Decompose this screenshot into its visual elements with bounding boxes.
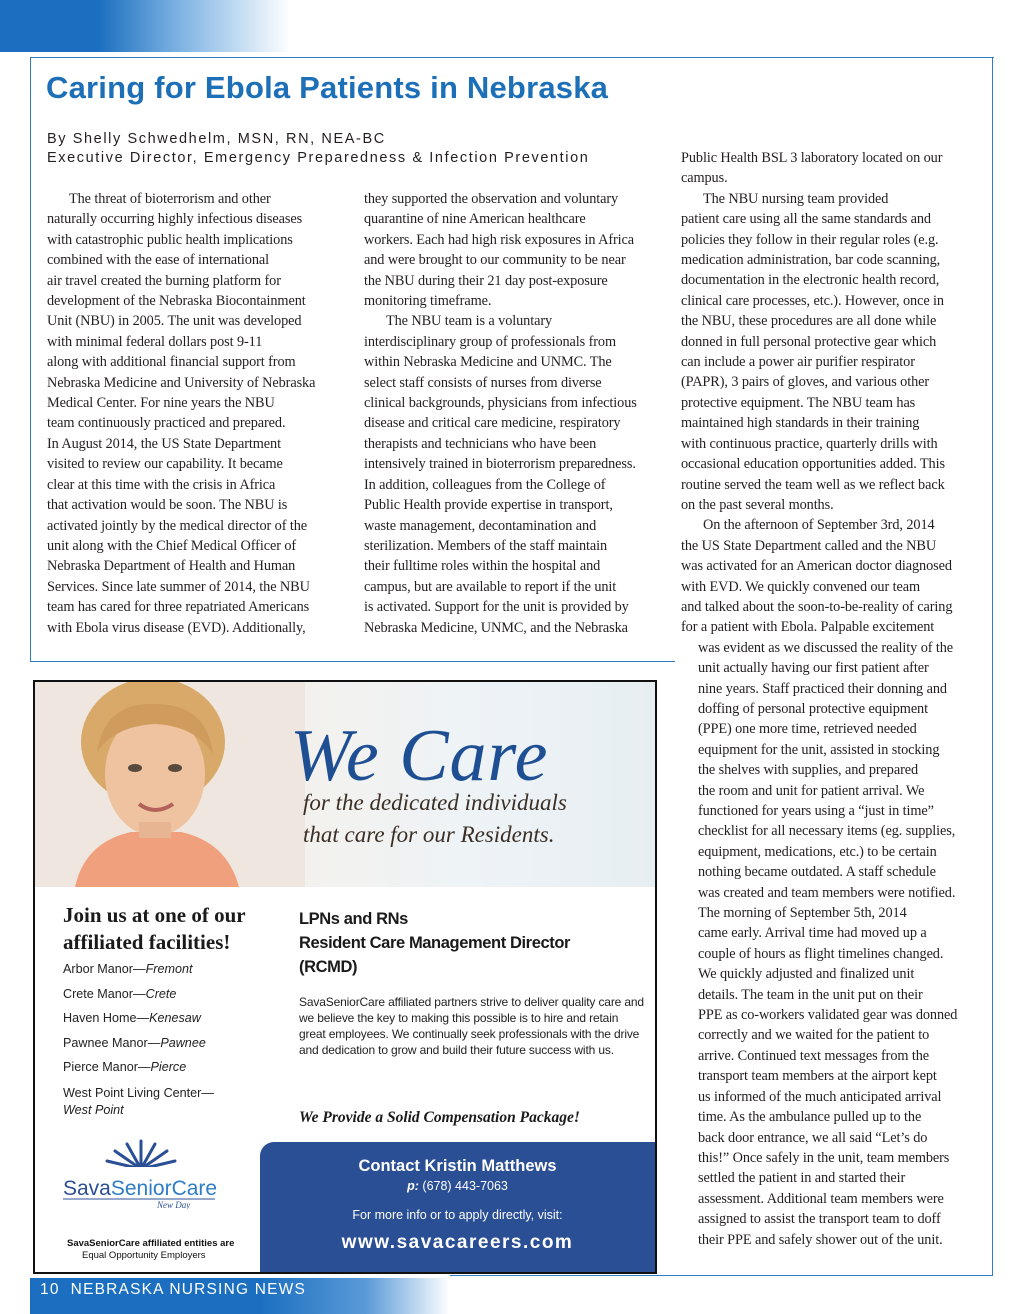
text-line: can include a power air purifier respirator — [681, 354, 915, 371]
text-line: maintained high standards in their training — [681, 415, 920, 432]
text-line: Medical Center. For nine years the NBU — [47, 395, 275, 412]
byline-role: Executive Director, Emergency Preparedness & Infection Prevention — [47, 150, 590, 166]
ad-tagline-line-2: that care for our Residents. — [303, 822, 555, 847]
text-line: checklist for all necessary items (eg. supplies, — [698, 823, 956, 840]
contact-box — [260, 1142, 655, 1272]
ad-headline: We Care — [290, 715, 549, 797]
text-line: intensively trained in bioterrorism preparedness. — [364, 456, 636, 473]
text-line: back door entrance, we all said “Let’s do — [698, 1129, 928, 1146]
text-line: with catastrophic public health implications — [47, 231, 293, 248]
text-line: Services. Since late summer of 2014, the NBU — [47, 578, 310, 595]
text-line: documentation in the electronic health record, — [681, 272, 940, 289]
text-line: Unit (NBU) in 2005. The unit was developed — [47, 313, 302, 330]
text-line: couple of hours as flight timelines changed. — [698, 945, 944, 962]
frame-line-middle — [30, 661, 675, 662]
text-line: details. The team in the unit put on their — [698, 986, 923, 1003]
careers-link[interactable]: www.savacareers.com — [341, 1232, 574, 1253]
text-line: was created and team members were notified. — [698, 884, 956, 901]
text-line: the NBU during their 21 day post-exposure — [364, 272, 608, 289]
text-line: The NBU team is a voluntary — [386, 313, 553, 330]
byline-author: By Shelly Schwedhelm, MSN, RN, NEA-BC — [47, 131, 386, 147]
text-line: clinical care processes, etc.). However, once in — [681, 292, 944, 309]
text-line: Public Health provide expertise in transport, — [364, 497, 613, 514]
text-line: campus, but are available to report if the unit — [364, 578, 617, 595]
text-line: assessment. Additional team members were — [698, 1190, 944, 1207]
compensation-line: We Provide a Solid Compensation Package! — [299, 1109, 580, 1126]
text-line: naturally occurring highly infectious diseases — [47, 211, 303, 228]
frame-line-right — [992, 57, 993, 1275]
text-line: functioned for years using a “just in time” — [698, 803, 934, 819]
text-line: clear at this time with the crisis in Africa — [47, 476, 276, 493]
text-line: routine served the team well as we reflect back — [681, 476, 945, 493]
text-line: The morning of September 5th, 2014 — [698, 905, 907, 922]
recruitment-ad — [33, 680, 657, 1274]
eoe-statement-line-2: Equal Opportunity Employers — [82, 1250, 206, 1261]
text-line: is activated. Support for the unit is provided by — [364, 599, 629, 616]
facilities-list — [63, 962, 253, 1121]
text-line: came early. Arrival time had moved up a — [698, 925, 927, 942]
text-line: the US State Department called and the NBU — [681, 537, 937, 554]
header-color-bar — [0, 0, 290, 52]
text-line: activated jointly by the medical director of the — [47, 517, 307, 534]
facility-item: Crete Manor—Crete — [63, 986, 177, 1001]
eoe-statement-line-1: SavaSeniorCare affiliated entities are — [67, 1238, 235, 1249]
savaseniorcare-logo — [61, 1137, 221, 1209]
text-line: team continuously practiced and prepared. — [47, 415, 286, 432]
text-line: patient care using all the same standards and — [681, 211, 931, 228]
article-column-2 — [364, 189, 637, 638]
text-line: policies they follow in their regular roles (e.g. — [681, 231, 939, 248]
ad-tagline-line-1: for the dedicated individuals — [303, 790, 567, 815]
text-line: with minimal federal dollars post 9-11 — [47, 333, 263, 350]
text-line: workers. Each had high risk exposures in Africa — [364, 231, 635, 248]
text-line: clinical backgrounds, physicians from infectious — [364, 395, 637, 412]
text-line: campus. — [681, 170, 728, 187]
text-line: on the past several months. — [681, 496, 834, 513]
text-line: and were brought to our community to be near — [364, 252, 626, 269]
text-line: Nebraska Department of Health and Human — [47, 558, 296, 575]
svg-text:SavaSeniorCare: SavaSeniorCare — [63, 1177, 218, 1200]
article-title: Caring for Ebola Patients in Nebraska — [46, 70, 609, 105]
text-line: this!” Once safely in the unit, team members — [698, 1149, 950, 1166]
text-line: protective equipment. The NBU team has — [681, 394, 916, 411]
text-line: their PPE and safely shower out of the unit. — [698, 1231, 943, 1248]
text-line: team has cared for three repatriated Americans — [47, 599, 310, 616]
text-line: Nebraska Medicine and University of Nebraska — [47, 374, 316, 391]
text-line: transport team members at the airport kept — [698, 1068, 937, 1085]
text-line: was activated for an American doctor diagnosed — [681, 558, 952, 575]
text-line: therapists and technicians who have been — [364, 435, 597, 452]
open-positions — [299, 907, 629, 979]
text-line: donned in full personal protective gear which — [681, 333, 937, 350]
facility-item: Pawnee Manor—Pawnee — [63, 1035, 206, 1050]
text-line: the shelves with supplies, and prepared — [698, 762, 919, 779]
text-line: along with additional financial support from — [47, 354, 296, 371]
text-line: medication administration, bar code scanning, — [681, 252, 941, 269]
text-line: air travel created the burning platform for — [47, 272, 281, 289]
text-line: with Ebola virus disease (EVD). Additionally, — [47, 619, 306, 636]
svg-text:New Day: New Day — [157, 1200, 191, 1209]
text-line: (PPE) one more time, retrieved needed — [698, 721, 917, 738]
text-line: correctly and we waited for the patient to — [698, 1027, 930, 1044]
text-line: arrive. Continued text messages from the — [698, 1047, 930, 1064]
ad-hero-photo — [35, 682, 655, 887]
text-line: We quickly adjusted and finalized unit — [698, 966, 915, 983]
text-line: occasional education opportunities added. This — [681, 456, 945, 473]
text-line: that activation would be soon. The NBU is — [47, 497, 288, 514]
page-number: 10 — [40, 1281, 60, 1298]
text-line: for a patient with Ebola. Palpable excitement — [681, 619, 935, 636]
text-line: the room and unit for patient arrival. We — [698, 782, 925, 799]
text-line: with EVD. We quickly convened our team — [681, 578, 920, 595]
facility-item: Haven Home—Kenesaw — [63, 1011, 201, 1025]
text-line: The NBU nursing team provided — [703, 190, 889, 207]
text-line: within Nebraska Medicine and UNMC. The — [364, 354, 612, 371]
text-line: with continuous practice, quarterly drills with — [681, 435, 938, 452]
text-line: nine years. Staff practiced their donning and — [698, 680, 947, 697]
text-line: unit along with the Chief Medical Officer of — [47, 537, 297, 554]
text-line: waste management, decontamination and — [364, 517, 597, 534]
article-column-3 — [681, 148, 957, 1250]
text-line: In addition, colleagues from the College of — [364, 476, 606, 493]
text-line: development of the Nebraska Biocontainment — [47, 293, 306, 310]
position-lpn-rn: LPNs and RNs — [299, 910, 408, 928]
text-line: time. As the ambulance pulled up to the — [698, 1109, 922, 1126]
text-line: monitoring timeframe. — [364, 293, 492, 310]
text-line: PPE as co-workers validated gear was donned — [698, 1007, 958, 1024]
facility-item: Arbor Manor—Fremont — [63, 962, 193, 976]
text-line: In August 2014, the US State Department — [47, 435, 281, 452]
text-line: the NBU, these procedures are all done while — [681, 313, 937, 330]
text-line: The threat of bioterrorism and other — [69, 191, 271, 207]
text-line: us informed of the much anticipated arrival — [698, 1088, 942, 1105]
text-line: and talked about the soon-to-be-reality of caring — [681, 598, 953, 615]
text-line: was evident as we discussed the reality of the — [698, 639, 954, 656]
frame-line-bottom — [450, 1275, 993, 1276]
text-line: combined with the ease of international — [47, 252, 269, 269]
page-footer — [40, 1281, 306, 1299]
text-line: On the afternoon of September 3rd, 2014 — [703, 517, 935, 534]
nurse-portrait-image — [35, 682, 305, 887]
text-line: doffing of personal protective equipment — [698, 700, 928, 717]
text-line: select staff consists of nurses from diverse — [364, 374, 602, 391]
position-rcmd: Resident Care Management Director — [299, 934, 571, 952]
text-line: equipment for the unit, assisted in stocking — [698, 741, 940, 758]
text-line: nothing became outdated. A staff schedule — [698, 864, 936, 881]
publication-name: NEBRASKA NURSING NEWS — [70, 1281, 307, 1298]
text-line: unit actually having our first patient after — [698, 660, 929, 677]
facilities-heading: Join us at one of our affiliated facilities! — [63, 903, 246, 954]
text-line: visited to review our capability. It became — [47, 456, 283, 473]
contact-phone: p: (678) 443-7063 — [407, 1179, 508, 1193]
text-line: assigned to assist the transport team to doff — [698, 1211, 941, 1228]
text-line: interdisciplinary group of professionals from — [364, 333, 616, 350]
more-info-text: For more info or to apply directly, visit: — [352, 1208, 563, 1222]
text-line: they supported the observation and voluntary — [364, 191, 619, 207]
frame-line-top — [30, 57, 994, 58]
ad-body-text: SavaSeniorCare affiliated partners strive to deliver quality care and we believe the key to making this possible is to hire and retain great employees. We continually seek professionals with the drive and dedication to grow and build their future success with us. — [299, 995, 644, 1057]
text-line: quarantine of nine American healthcare — [364, 211, 586, 228]
byline — [47, 130, 589, 168]
contact-name: Contact Kristin Matthews — [358, 1157, 557, 1175]
facility-item: West Point Living Center— West Point — [63, 1085, 214, 1117]
text-line: Nebraska Medicine, UNMC, and the Nebraska — [364, 619, 628, 636]
text-line: (PAPR), 3 pairs of gloves, and various other — [681, 374, 930, 391]
position-rcmd-abbrev: (RCMD) — [299, 958, 358, 976]
frame-line-left — [30, 57, 31, 661]
text-line: disease and critical care medicine, respiratory — [364, 415, 621, 432]
text-line: Public Health BSL 3 laboratory located on our — [681, 150, 943, 166]
facility-item: Pierce Manor—Pierce — [63, 1060, 187, 1074]
text-line: equipment, medications, etc.) to be certain — [698, 843, 937, 860]
article-column-1 — [47, 189, 315, 638]
text-line: settled the patient in and started their — [698, 1170, 906, 1187]
text-line: sterilization. Members of the staff maintain — [364, 537, 608, 554]
text-line: their fulltime roles within the hospital and — [364, 558, 601, 575]
